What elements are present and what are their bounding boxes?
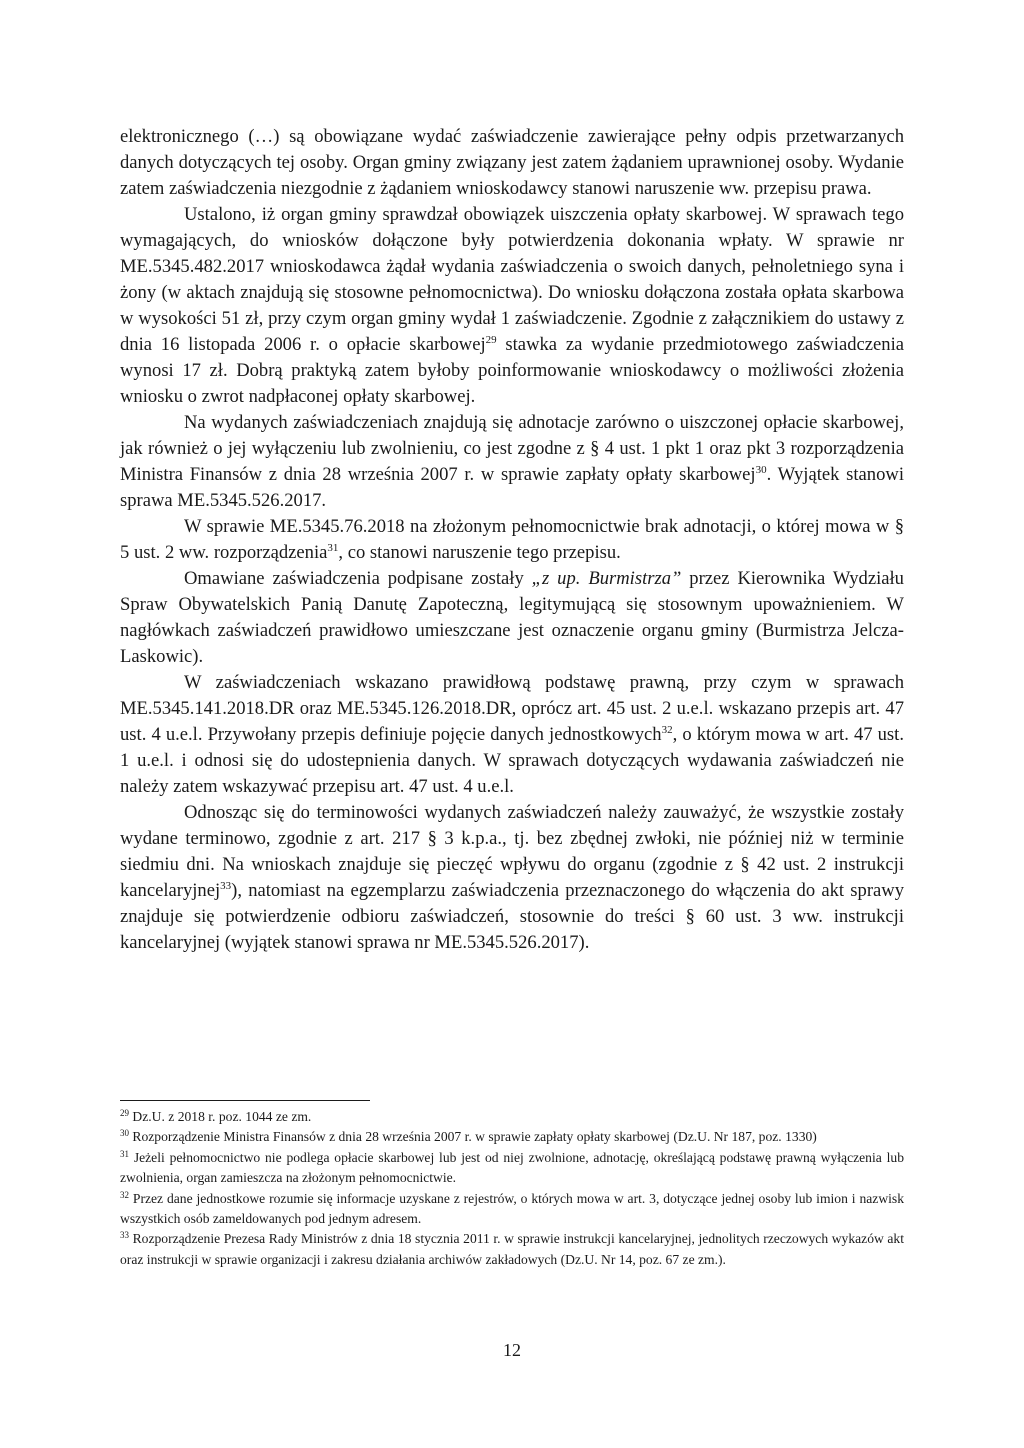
footnote-33: $^{33}$ Rozporządzenie Prezesa Rady Ministrów z dnia 18 stycznia 2011 r. w sprawie instrukcji kancelaryjnej, jednolitych rzeczowych wykazów akt oraz instrukcji w sprawie organizacji i zakresu działania archiwów zakładowych (Dz.U. Nr 14, poz. 67 ze zm.). [120, 1230, 904, 1267]
footnote-separator [120, 1100, 370, 1101]
footnote-ref-30: 30 [755, 464, 767, 476]
paragraph-4: W sprawie ME.5345.76.2018 na złożonym pełnomocnictwie brak adnotacji, o której mowa w § 5 ust. 2 ww. rozporządzenia$^{31}$, co stanowi naruszenie tego przepisu. [120, 516, 904, 563]
paragraph-5: Omawiane zaświadczenia podpisane zostały „z up. Burmistrza” przez Kierownika Wydziału Spraw Obywatelskich Panią Danutę Zapoteczną, legitymującą się stosownym upoważnieniem. W nagłówkach zaświadczeń prawidłowo umieszczane jest oznaczenie organu gminy (Burmistrza Jelcza-Laskowic). [120, 568, 904, 667]
body-text [120, 124, 904, 956]
page-number: 12 [503, 1340, 521, 1360]
footnote-30: $^{30}$ Rozporządzenie Ministra Finansów z dnia 28 września 2007 r. w sprawie zapłaty opłaty skarbowej (Dz.U. Nr 187, poz. 1330) [120, 1128, 817, 1145]
paragraph-7: Odnosząc się do terminowości wydanych zaświadczeń należy zauważyć, że wszystkie zostały wydane terminowo, zgodnie z art. 217 § 3 k.p.a., tj. bez zbędnej zwłoki, nie później niż w terminie siedmiu dni. Na wnioskach znajduje się pieczęć wpływu do organu (zgodnie z § 42 ust. 2 instrukcji kancelaryjnej$^{33}$), natomiast na egzemplarzu zaświadczenia przeznaczonego do włączenia do akt sprawy znajduje się potwierdzenie odbioru zaświadczeń, stosownie do treści § 60 ust. 3 ww. instrukcji kancelaryjnej (wyjątek stanowi sprawa nr ME.5345.526.2017). [120, 802, 904, 953]
footnote-29: $^{29}$ Dz.U. z 2018 r. poz. 1044 ze zm. [120, 1108, 312, 1124]
footnote-ref-32: 32 [661, 724, 673, 736]
paragraph-6: W zaświadczeniach wskazano prawidłową podstawę prawną, przy czym w sprawach ME.5345.141.2018.DR oraz ME.5345.126.2018.DR, oprócz art. 45 ust. 2 u.e.l. wskazano przepis art. 47 ust. 4 u.e.l. Przywołany przepis definiuje pojęcie danych jednostkowych$^{32}$, o którym mowa w art. 47 ust. 1 u.e.l. i odnosi się do udostepnienia danych. W sprawach dotyczących wydawania zaświadczeń nie należy zatem wskazywać przepisu art. 47 ust. 4 u.e.l. [120, 672, 904, 797]
italic-phrase: „z up. Burmistrza” [531, 568, 682, 589]
footnote-32: $^{32}$ Przez dane jednostkowe rozumie się informacje uzyskane z rejestrów, o których mowa w art. 3, dotyczące jednej osoby lub imion i nazwisk wszystkich osób zameldowanych pod jednym adresem. [120, 1189, 904, 1227]
footnote-ref-29: 29 [485, 334, 497, 346]
paragraph-3: Na wydanych zaświadczeniach znajdują się adnotacje zarówno o uiszczonej opłacie skarbowej, jak również o jej wyłączeniu lub zwolnieniu, co jest zgodne z § 4 ust. 1 pkt 1 oraz pkt 3 rozporządzenia Ministra Finansów z dnia 28 września 2007 r. w sprawie zapłaty opłaty skarbowej$^{30}$. Wyjątek stanowi sprawa ME.5345.526.2017. [120, 412, 904, 511]
footnotes [120, 1107, 904, 1270]
paragraph-1: elektronicznego (…) są obowiązane wydać zaświadczenie zawierające pełny odpis przetwarzanych danych dotyczących tej osoby. Organ gminy związany jest zatem żądaniem uprawnionej osoby. Wydanie zatem zaświadczenia niezgodnie z żądaniem wnioskodawcy stanowi naruszenie ww. przepisu prawa. [120, 126, 904, 199]
footnote-ref-33: 33 [220, 880, 232, 892]
footnote-31: $^{31}$ Jeżeli pełnomocnictwo nie podlega opłacie skarbowej lub jest od niej zwolnione, adnotację, określającą podstawę prawną wyłączenia lub zwolnienia, organ zamieszcza na złożonym pełnomocnictwie. [120, 1148, 904, 1186]
footnote-ref-31: 31 [327, 542, 339, 554]
paragraph-2: Ustalono, iż organ gminy sprawdzał obowiązek uiszczenia opłaty skarbowej. W sprawach tego wymagających, do wniosków dołączone były potwierdzenia dokonania wpłaty. W sprawie nr ME.5345.482.2017 wnioskodawca żądał wydania zaświadczenia o swoich danych, pełnoletniego syna i żony (w aktach znajdują się stosowne pełnomocnictwa). Do wniosku dołączona została opłata skarbowa w wysokości 51 zł, przy czym organ gminy wydał 1 zaświadczenie. Zgodnie z załącznikiem do ustawy z dnia 16 listopada 2006 r. o opłacie skarbowej$^{29}$ stawka za wydanie przedmiotowego zaświadczenia wynosi 17 zł. Dobrą praktyką zatem byłoby poinformowanie wnioskodawcy o możliwości złożenia wniosku o zwrot nadpłaconej opłaty skarbowej. [120, 204, 904, 407]
